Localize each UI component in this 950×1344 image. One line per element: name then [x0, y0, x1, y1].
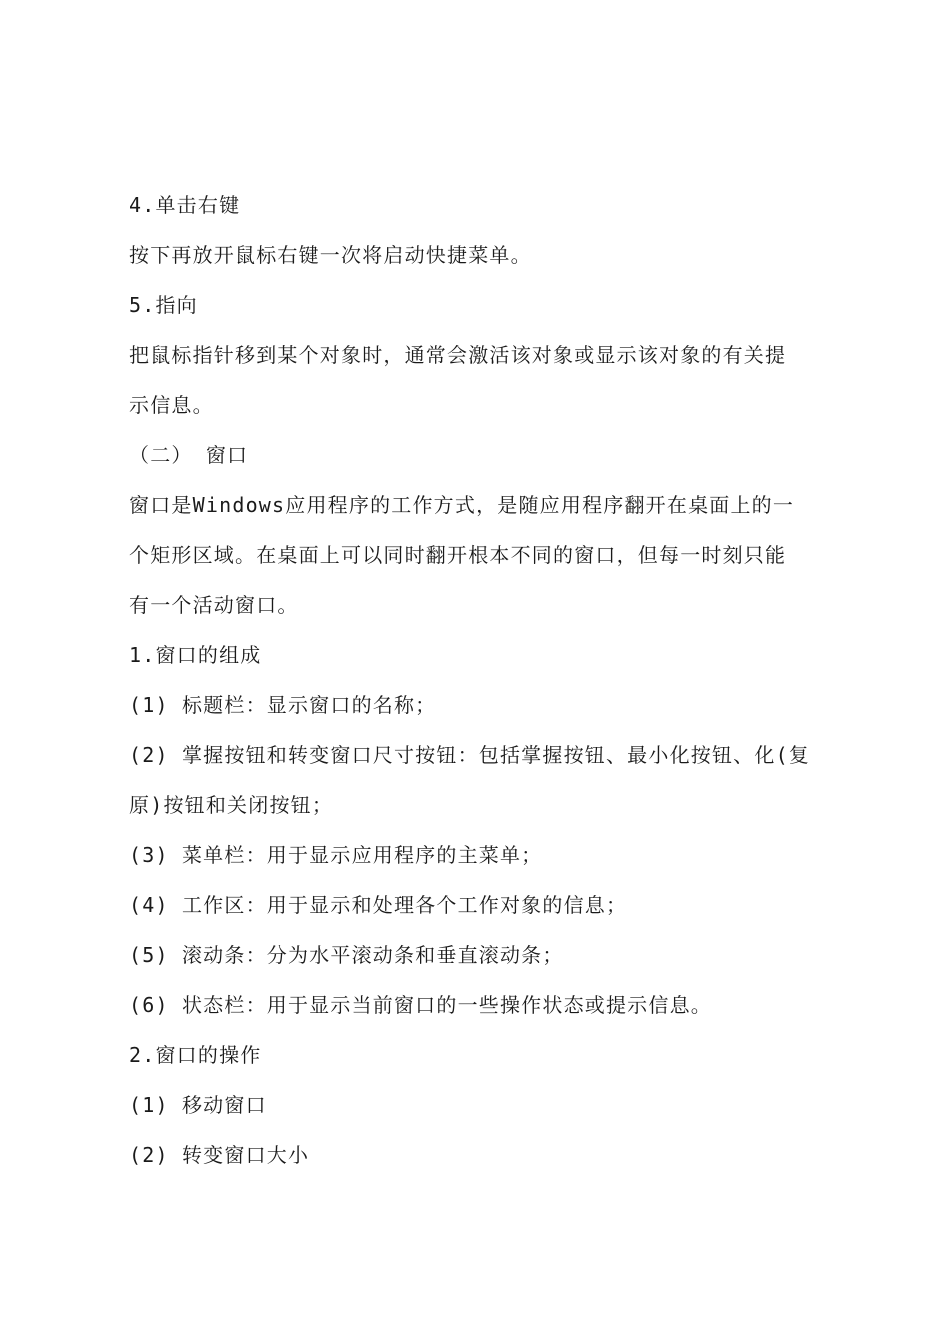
heading-window-operations: 2.窗口的操作 [129, 1043, 262, 1067]
list-item-continuation: 原)按钮和关闭按钮； [129, 793, 334, 817]
heading-point: 5.指向 [129, 293, 198, 317]
list-item: (2) 掌握按钮和转变窗口尺寸按钮：包括掌握按钮、最小化按钮、化(复 [129, 743, 811, 767]
document-body [129, 180, 834, 1180]
paragraph-line: 个矩形区域。在桌面上可以同时翻开根本不同的窗口，但每一时刻只能 [129, 543, 787, 567]
list-item: (1) 移动窗口 [129, 1093, 267, 1117]
paragraph-line: 有一个活动窗口。 [129, 593, 299, 617]
list-item: (1) 标题栏：显示窗口的名称； [129, 693, 437, 717]
list-item: (5) 滚动条：分为水平滚动条和垂直滚动条； [129, 943, 564, 967]
paragraph-line: 示信息。 [129, 393, 214, 417]
paragraph-line: 把鼠标指针移到某个对象时，通常会激活该对象或显示该对象的有关提 [129, 343, 787, 367]
heading-right-click: 4.单击右键 [129, 193, 241, 217]
list-item: (4) 工作区：用于显示和处理各个工作对象的信息； [129, 893, 628, 917]
paragraph-line: 按下再放开鼠标右键一次将启动快捷菜单。 [129, 243, 532, 267]
paragraph-line: 窗口是Windows应用程序的工作方式，是随应用程序翻开在桌面上的一 [129, 493, 795, 517]
list-item: (6) 状态栏：用于显示当前窗口的一些操作状态或提示信息。 [129, 993, 712, 1017]
heading-window-composition: 1.窗口的组成 [129, 643, 262, 667]
section-heading-window: （二） 窗口 [129, 443, 249, 467]
list-item: (2) 转变窗口大小 [129, 1143, 310, 1167]
list-item: (3) 菜单栏：用于显示应用程序的主菜单； [129, 843, 543, 867]
